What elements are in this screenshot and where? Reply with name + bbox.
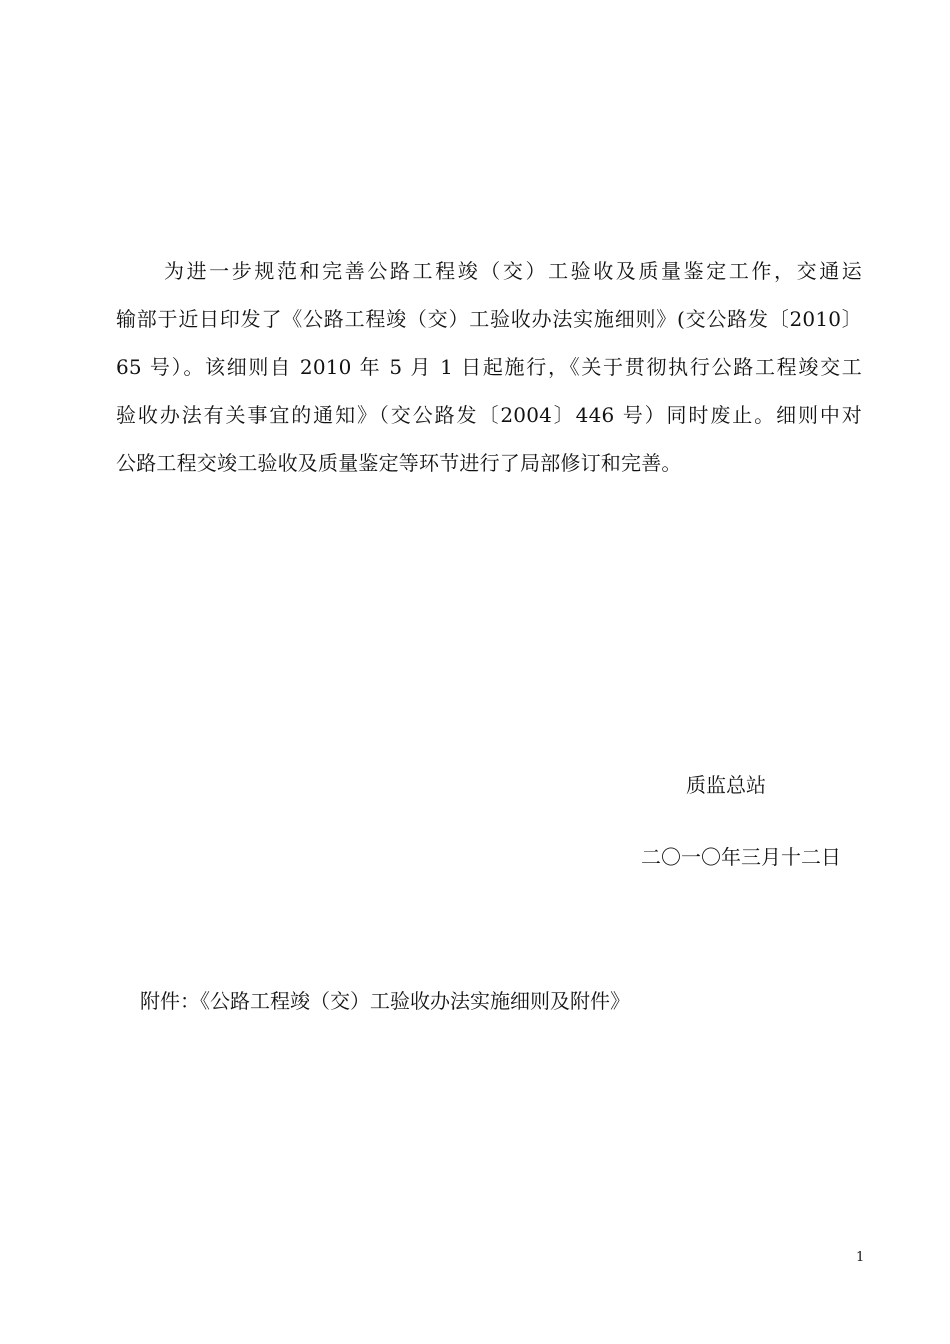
- notice-paragraph: [116, 251, 862, 491]
- attachment-note: 附件：《公路工程竣（交）工验收办法实施细则及附件》: [140, 989, 630, 1013]
- paragraph-line: 65 号）。该细则自 2010 年 5 月 1 日起施行，《关于贯彻执行公路工程竣交工: [116, 355, 862, 379]
- paragraph-line: 公路工程交竣工验收及质量鉴定等环节进行了局部修订和完善。: [116, 451, 682, 475]
- paragraph-line: 为进一步规范和完善公路工程竣（交）工验收及质量鉴定工作，交通运: [164, 259, 862, 283]
- signature-date: 二〇一〇年三月十二日: [641, 845, 841, 869]
- paragraph-line: 验收办法有关事宜的通知》（交公路发〔2004〕446 号）同时废止。细则中对: [116, 403, 862, 427]
- page-number: 1: [856, 1250, 865, 1265]
- paragraph-line: 输部于近日印发了《公路工程竣（交）工验收办法实施细则》(交公路发〔2010〕: [116, 307, 862, 331]
- signature-organization: 质监总站: [686, 773, 766, 797]
